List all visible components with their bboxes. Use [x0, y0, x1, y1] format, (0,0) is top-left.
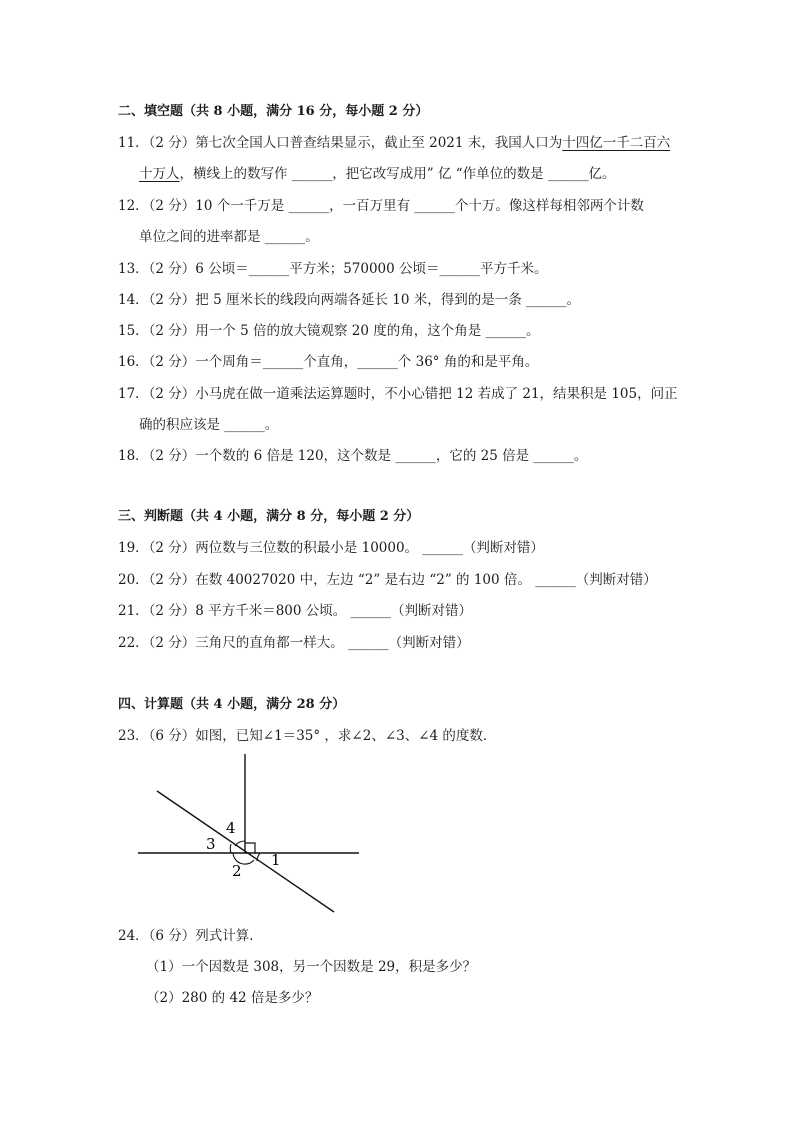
angle-label-1: 1	[271, 851, 281, 869]
question-14: 14．（2 分）把 5 厘米长的线段向两端各延长 10 米，得到的是一条 ______。	[118, 292, 581, 308]
angle-label-4: 4	[226, 819, 236, 837]
section-heading-fill-in: 二、填空题（共 8 小题，满分 16 分，每小题 2 分）	[118, 104, 429, 119]
question-11-prefix: 11．（2 分）第七次全国人口普查结果显示，截止至 2021 末，我国人口为	[118, 135, 563, 151]
question-11-underlined-number-part1: 十四亿一千二百六	[562, 135, 671, 151]
angle-diagram	[130, 752, 370, 922]
question-23: 23．（6 分）如图，已知∠1＝35° ，求∠2、∠3、∠4 的度数．	[118, 728, 497, 744]
question-11-line-2	[139, 165, 615, 183]
question-12-line-2: 单位之间的进率都是 ______。	[139, 229, 319, 245]
question-17-line-1: 17．（2 分）小马虎在做一道乘法运算题时，不小心错把 12 若成了 21，结果积是 105，问正	[118, 386, 678, 402]
question-18: 18．（2 分）一个数的 6 倍是 120，这个数是 ______，它的 25 倍是 ______。	[118, 448, 588, 464]
angle-diagram-svg	[130, 752, 370, 922]
question-16: 16．（2 分）一个周角＝______个直角，______个 36° 角的和是平角。	[118, 354, 539, 370]
question-19: 19．（2 分）两位数与三位数的积最小是 10000。 ______（判断对错）	[118, 540, 544, 556]
question-17-line-2: 确的积应该是 ______。	[139, 417, 279, 433]
angle-label-2: 2	[232, 862, 242, 880]
question-24-stem: 24．（6 分）列式计算．	[118, 928, 263, 944]
question-12-line-1: 12．（2 分）10 个一千万是 ______，一百万里有 ______个十万。像这样每相邻两个计数	[118, 198, 644, 214]
angle-3-arc	[230, 844, 231, 853]
section-heading-true-false: 三、判断题（共 4 小题，满分 8 分，每小题 2 分）	[118, 509, 420, 524]
question-21: 21．（2 分）8 平方千米＝800 公顷。 ______（判断对错）	[118, 603, 473, 619]
question-24-part-1: （1）一个因数是 308，另一个因数是 29，积是多少？	[146, 959, 477, 975]
question-22: 22．（2 分）三角尺的直角都一样大。 ______（判断对错）	[118, 635, 470, 651]
question-11-suffix: ，横线上的数写作 ______，把它改写成用” 亿 “作单位的数是 ______亿。	[179, 166, 616, 182]
question-15: 15．（2 分）用一个 5 倍的放大镜观察 20 度的角，这个角是 ______。	[118, 323, 540, 339]
question-13: 13．（2 分）6 公顷＝______平方米；570000 公顷＝______平方千米。	[118, 261, 548, 277]
question-24-part-2: （2）280 的 42 倍是多少？	[146, 990, 319, 1006]
question-11-underlined-number-part2: 十万人	[139, 166, 180, 182]
question-20: 20．（2 分）在数 40027020 中，左边 “2” 是右边 “2” 的 100 倍。 ______（判断对错）	[118, 572, 657, 588]
question-11-line-1	[118, 134, 670, 152]
section-heading-calculation: 四、计算题（共 4 小题，满分 28 分）	[118, 697, 346, 712]
angle-label-3: 3	[206, 835, 216, 853]
